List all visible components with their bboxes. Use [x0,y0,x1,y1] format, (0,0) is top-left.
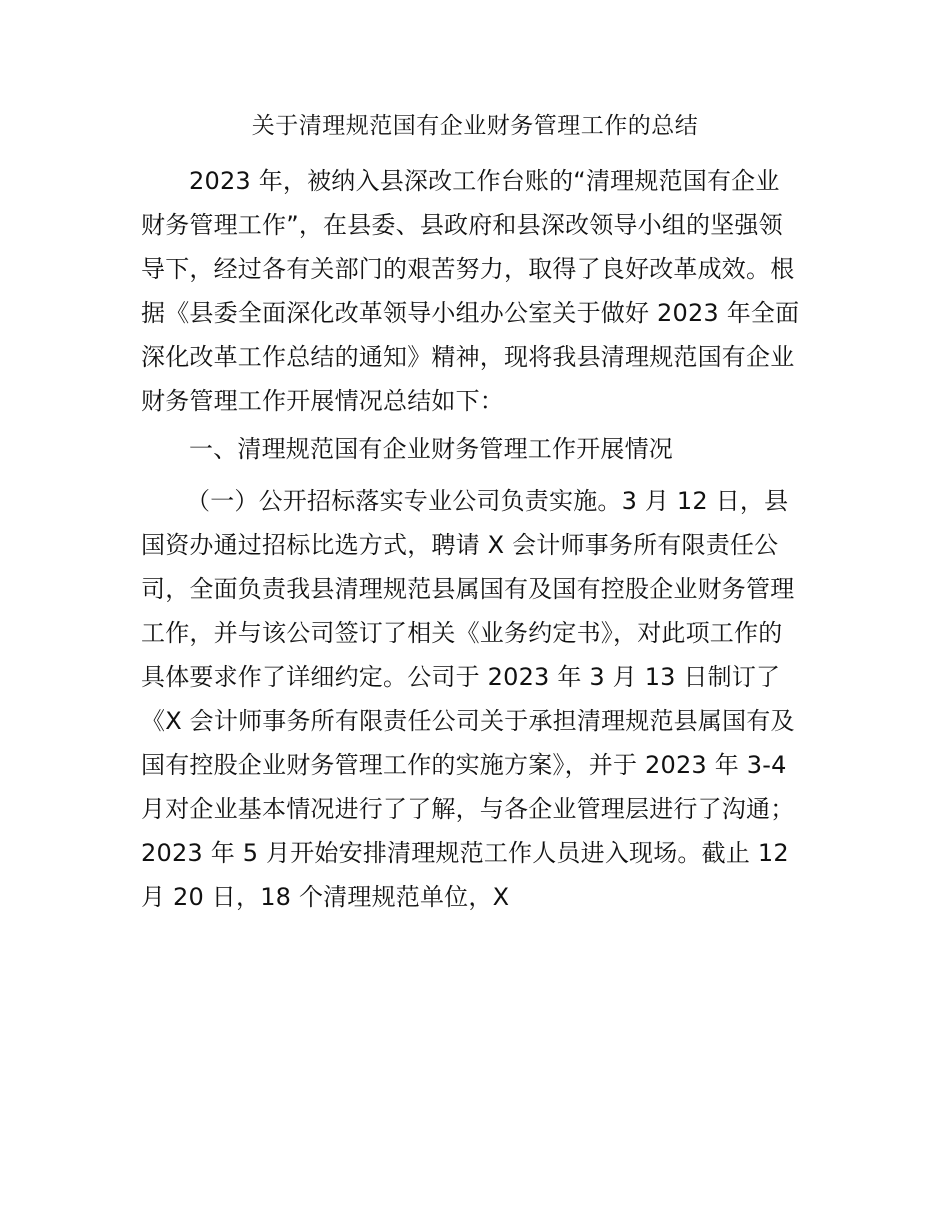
paragraph-line: 据《县委全面深化改革领导小组办公室关于做好 2023 年全面 [141,299,800,327]
paragraph-line: （一）公开招标落实专业公司负责实施。3 月 12 日，县 [186,487,789,515]
paragraph-line: 月对企业基本情况进行了了解，与各企业管理层进行了沟通； [141,795,795,823]
paragraph-line: 2023 年 5 月开始安排清理规范工作人员进入现场。截止 12 [141,839,789,867]
document-title: 关于清理规范国有企业财务管理工作的总结 [251,113,699,139]
paragraph-line: 财务管理工作”，在县委、县政府和县深改领导小组的坚强领 [141,211,783,239]
paragraph-line: 2023 年，被纳入县深改工作台账的“清理规范国有企业 [189,167,780,195]
paragraph-line: 《X 会计师事务所有限责任公司关于承担清理规范县属国有及 [141,707,795,735]
paragraph-line: 具体要求作了详细约定。公司于 2023 年 3 月 13 日制订了 [141,663,781,691]
paragraph-line: 国资办通过招标比选方式，聘请 X 会计师事务所有限责任公 [141,531,779,559]
paragraph-line: 国有控股企业财务管理工作的实施方案》，并于 2023 年 3-4 [141,751,787,779]
paragraph-line: 月 20 日，18 个清理规范单位，X [141,883,510,911]
section-heading: 一、清理规范国有企业财务管理工作开展情况 [189,435,673,463]
paragraph-line: 司，全面负责我县清理规范县属国有及国有控股企业财务管理 [141,575,795,603]
paragraph-line: 工作，并与该公司签订了相关《业务约定书》，对此项工作的 [141,619,783,647]
paragraph-line: 导下，经过各有关部门的艰苦努力，取得了良好改革成效。根 [141,255,795,283]
paragraph-line: 财务管理工作开展情况总结如下： [141,387,504,415]
paragraph-line: 深化改革工作总结的通知》精神，现将我县清理规范国有企业 [141,343,795,371]
